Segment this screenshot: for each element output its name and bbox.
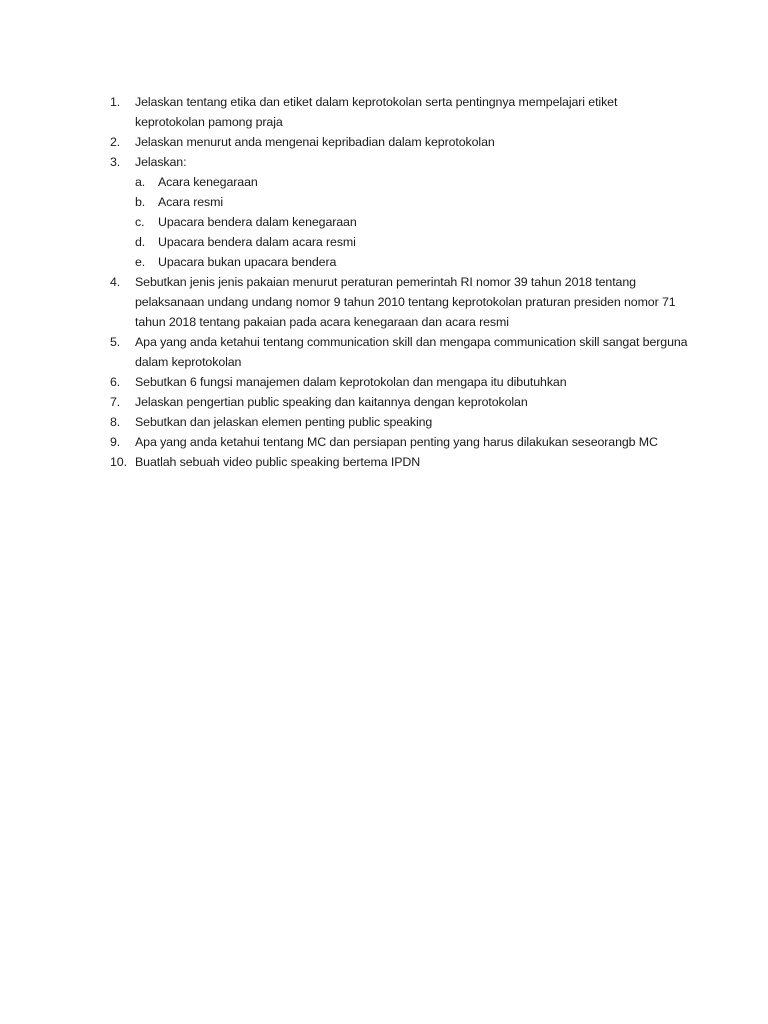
question-text: Jelaskan tentang etika dan etiket dalam keprotokolan serta pentingnya mempelajari etiket keprotokolan pamong praja (135, 95, 618, 129)
sub-question-item (135, 252, 690, 272)
question-item (110, 372, 690, 392)
question-number: 4. (110, 275, 121, 289)
sub-question-text: Upacara bukan upacara bendera (158, 255, 337, 269)
question-number: 5. (110, 335, 121, 349)
sub-question-item (135, 212, 690, 232)
question-item (110, 132, 690, 152)
sub-question-text: Upacara bendera dalam acara resmi (158, 235, 356, 249)
question-number: 7. (110, 395, 121, 409)
question-item (110, 332, 690, 372)
question-number: 3. (110, 155, 121, 169)
sub-question-letter: d. (135, 235, 146, 249)
sub-question-item (135, 192, 690, 212)
sub-question-letter: e. (135, 255, 146, 269)
sub-question-list (135, 172, 690, 272)
question-item (110, 412, 690, 432)
question-number: 1. (110, 95, 121, 109)
question-item (110, 432, 690, 452)
sub-question-item (135, 232, 690, 252)
question-text: Sebutkan 6 fungsi manajemen dalam keprotokolan dan mengapa itu dibutuhkan (135, 375, 567, 389)
question-text: Jelaskan: (135, 155, 187, 169)
question-text: Apa yang anda ketahui tentang MC dan persiapan penting yang harus dilakukan seseorangb MC (135, 435, 658, 449)
question-text: Apa yang anda ketahui tentang communication skill dan mengapa communication skill sangat berguna dalam keprotokolan (135, 335, 688, 369)
question-text: Jelaskan pengertian public speaking dan kaitannya dengan keprotokolan (135, 395, 528, 409)
question-item (110, 452, 690, 472)
question-text: Jelaskan menurut anda mengenai kepribadian dalam keprotokolan (135, 135, 495, 149)
question-text: Buatlah sebuah video public speaking bertema IPDN (135, 455, 421, 469)
sub-question-letter: c. (135, 215, 145, 229)
question-number: 8. (110, 415, 121, 429)
question-text: Sebutkan jenis jenis pakaian menurut peraturan pemerintah RI nomor 39 tahun 2018 tentang pelaksanaan undang undang nomor 9 tahun 2010 tentang keprotokolan praturan presiden nomor 71 tahun 2018 tentang pakaian pada acara kenegaraan dan acara resmi (135, 275, 676, 329)
question-number: 2. (110, 135, 121, 149)
question-number: 10. (110, 455, 127, 469)
sub-question-text: Acara kenegaraan (158, 175, 258, 189)
sub-question-text: Upacara bendera dalam kenegaraan (158, 215, 357, 229)
question-item (110, 272, 690, 332)
sub-question-letter: a. (135, 175, 146, 189)
question-text: Sebutkan dan jelaskan elemen penting public speaking (135, 415, 433, 429)
sub-question-text: Acara resmi (158, 195, 223, 209)
sub-question-letter: b. (135, 195, 146, 209)
question-item (110, 392, 690, 412)
question-number: 6. (110, 375, 121, 389)
question-list (110, 92, 690, 472)
question-item (110, 152, 690, 272)
question-item (110, 92, 690, 132)
question-number: 9. (110, 435, 121, 449)
sub-question-item (135, 172, 690, 192)
